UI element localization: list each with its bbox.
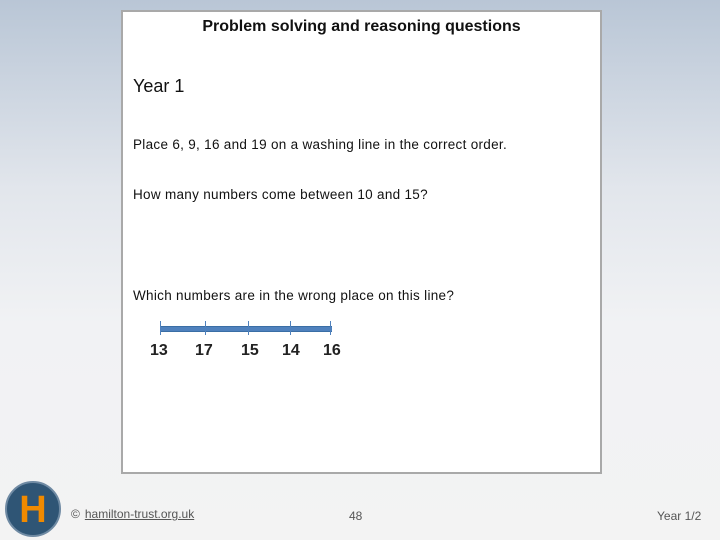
number-line-label: 17 (195, 342, 213, 359)
year-heading: Year 1 (133, 76, 185, 96)
number-line-tick (330, 321, 331, 335)
number-line-label: 15 (241, 342, 259, 359)
question-2: How many numbers come between 10 and 15? (133, 187, 428, 202)
number-line-tick (290, 321, 291, 335)
number-line-tick (205, 321, 206, 335)
footer-year-label: Year 1/2 (657, 509, 702, 523)
number-line-tick (160, 321, 161, 335)
footer-copyright (71, 507, 194, 521)
number-line-label: 14 (282, 342, 300, 359)
question-1: Place 6, 9, 16 and 19 on a washing line in the correct order. (133, 137, 508, 152)
copyright-symbol: © (71, 507, 80, 521)
number-line (160, 326, 332, 332)
number-line-label: 13 (150, 342, 168, 359)
logo-letter: H (19, 489, 47, 531)
footer-link[interactable]: hamilton-trust.org.uk (84, 507, 195, 521)
hamilton-logo (5, 481, 61, 537)
page-number: 48 (349, 509, 363, 523)
number-line-label: 16 (323, 342, 341, 359)
number-line-tick (248, 321, 249, 335)
question-3: Which numbers are in the wrong place on this line? (133, 288, 455, 303)
slide-card (121, 10, 602, 474)
slide-title: Problem solving and reasoning questions (202, 18, 521, 35)
